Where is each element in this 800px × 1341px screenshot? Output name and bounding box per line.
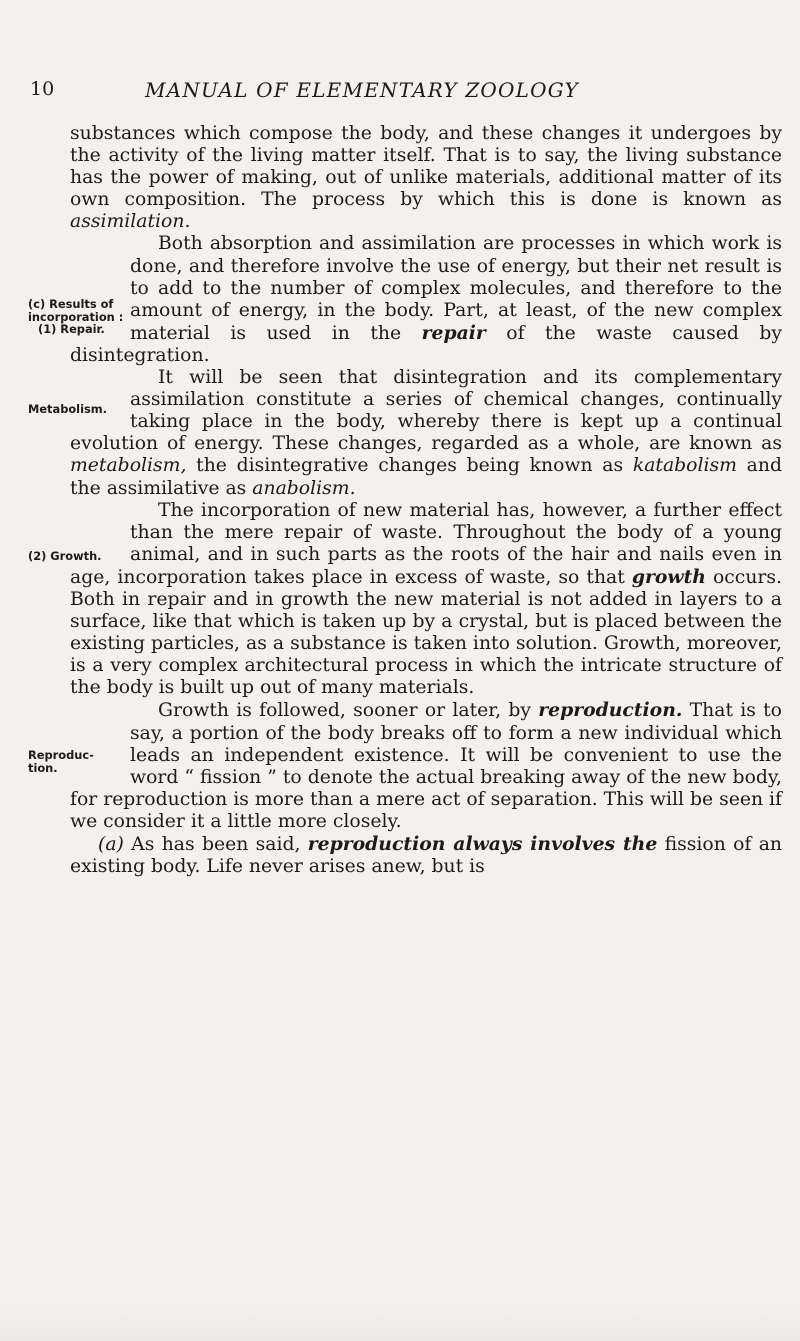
running-title: MANUAL OF ELEMENTARY ZOOLOGY <box>145 78 579 102</box>
term-assimilation: assimilation. <box>70 211 191 233</box>
term-reproduction: reproduction. <box>538 699 683 722</box>
margin-note-reproduction: Reproduc- tion. <box>28 748 94 775</box>
term-anabolism: anabolism. <box>252 477 356 499</box>
body-text <box>28 123 783 878</box>
term-metabolism: metabolism, <box>70 455 187 477</box>
page-bottom-shade <box>0 1307 800 1341</box>
term-growth: growth <box>631 565 706 588</box>
paragraph-2: (c) Results of incorporation : (1) Repair. Both absorption and assimilation are processes in which work is done, and therefore involve the use of energy, but their net result is to add to the number of complex molecules, and therefore to the amount of energy, in the body. Part, at least, of the new complex material is used in the repair of the waste caused by disintegration. <box>70 233 782 367</box>
paragraph-1: substances which compose the body, and these changes it undergoes by the activity of the living matter itself. That is to say, the living substance has the power of making, out of unlike materials, additional matter of its own composition. The process by which this is done is known as assimilation. <box>70 123 782 233</box>
list-label-a: (a) <box>98 834 124 855</box>
margin-note-incorporation: (c) Results of incorporation : (1) Repair. <box>28 297 124 337</box>
margin-note-metabolism: Metabolism. <box>28 402 107 417</box>
paragraph-5: Reproduc- tion. Growth is followed, sooner or later, by reproduction. That is to say, a portion of the body breaks off to form a new individual which leads an independent existence. It will be convenient to use the word “ fission ” to denote the actual breaking away of the new body, for reproduction is more than a mere act of separation. This will be seen if we consider it a little more closely. <box>70 699 782 833</box>
margin-note-growth: (2) Growth. <box>28 548 102 563</box>
term-reproduction-fission: reproduction always involves the <box>307 833 658 855</box>
paragraph-4: (2) Growth. The incorporation of new material has, however, a further effect than the mere repair of waste. Throughout the body of a young animal, and in such parts as the roots of the hair and nails even in age, incorporation takes place in excess of waste, so that growth occurs. Both in repair and in growth the new material is not added in layers to a surface, like that which is taken up by a crystal, but is placed between the existing particles, as a substance is taken into solution. Growth, moreover, is a very complex architectural process in which the intricate structure of the body is built up out of many materials. <box>70 500 782 700</box>
term-repair: repair <box>421 321 486 344</box>
page-number: 10 <box>30 78 55 100</box>
paragraph-3: Metabolism. It will be seen that disintegration and its complementary assimilation constitute a series of chemical changes, continually taking place in the body, whereby there is kept up a continual evolution of energy. These changes, regarded as a whole, are known as metabolism, the disintegrative changes being known as katabolism and the assimilative as anabolism. <box>70 367 782 500</box>
page-header <box>0 78 800 108</box>
paragraph-6: (a) As has been said, reproduction always involves the fission of an existing body. Life never arises anew, but is <box>70 833 782 878</box>
term-katabolism: katabolism <box>632 455 737 477</box>
